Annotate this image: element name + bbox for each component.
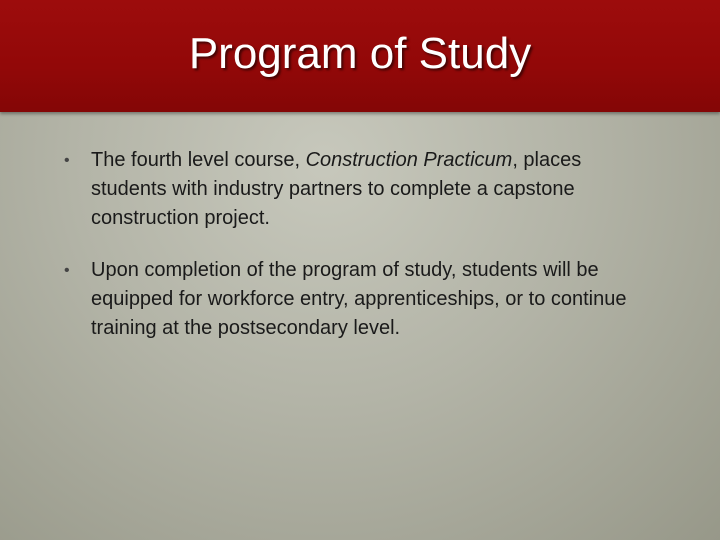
bullet-text-prefix: The fourth level course,	[91, 149, 306, 171]
bullet-text: Upon completion of the program of study, students will be equipped for workforce entry, apprenticeships, or to continue training at the postsecondary level.	[91, 259, 627, 339]
slide-title: Program of Study	[188, 29, 532, 78]
title-bar	[0, 0, 720, 112]
bullet-marker: •	[64, 262, 70, 279]
bullet-item-course	[62, 146, 662, 233]
bullet-marker: •	[64, 152, 70, 169]
bullet-text-suffix: , places students with industry partners to complete a capstone construction project.	[91, 149, 582, 229]
course-name: Construction Practicum	[305, 149, 513, 171]
bullet-item-completion	[62, 256, 662, 343]
bullet-list	[62, 146, 662, 366]
